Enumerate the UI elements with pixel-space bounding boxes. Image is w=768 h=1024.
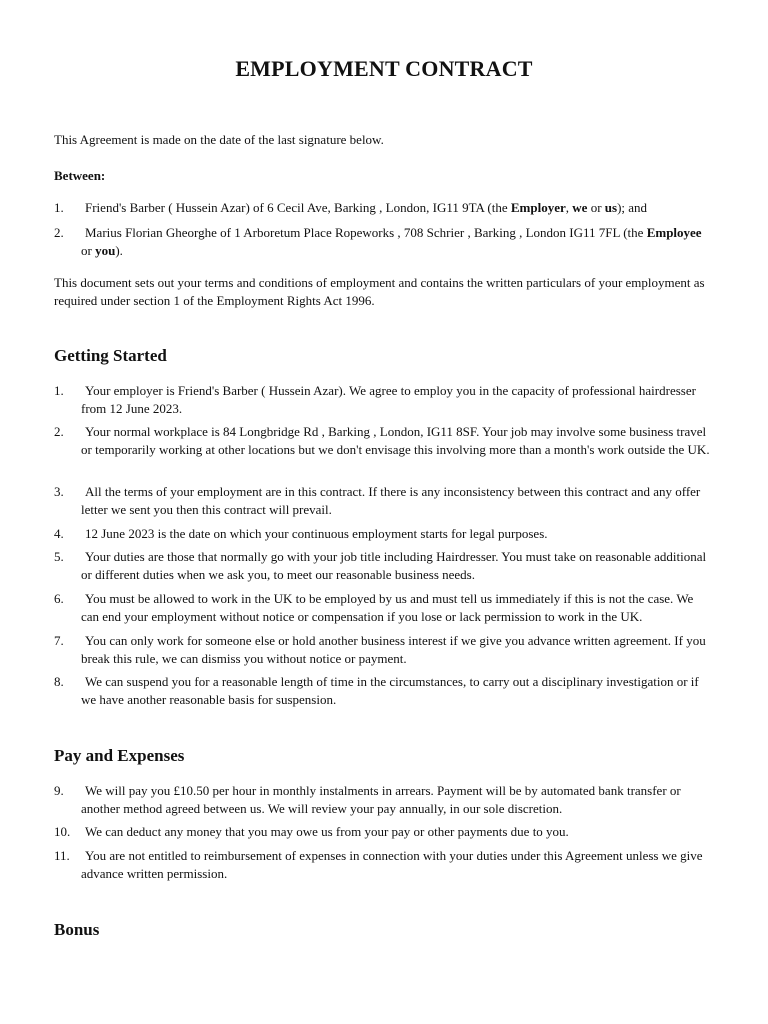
clause-number: 9. (54, 783, 64, 798)
defined-term: us (604, 200, 618, 215)
clause-text: Your duties are those that normally go with your job title including Hairdresser. You must take on reasonable additional or different duties when we ask you, to meet our reasonable business needs. (81, 549, 707, 582)
clause-9 (54, 782, 710, 817)
clause-number: 8. (54, 674, 64, 689)
defined-term: Employee (646, 225, 702, 240)
between-label: Between: (54, 168, 106, 183)
clause-1 (54, 382, 710, 417)
party-connector: or (81, 242, 96, 258)
party-text (81, 224, 710, 259)
party-details: Marius Florian Gheorghe of 1 Arboretum Place Ropeworks , 708 Schrier , Barking , London IG11 7FL (the (85, 225, 647, 240)
clause-number: 3. (54, 484, 64, 499)
defined-term: we (572, 200, 588, 215)
purpose-paragraph: This document sets out your terms and conditions of employment and contains the written particulars of your employment as required under section 1 of the Employment Rights Act 1996. (54, 275, 705, 308)
clause-text: We will pay you £10.50 per hour in monthly instalments in arrears. Payment will be by automated bank transfer or another method agreed between us. We will review your pay annually, in our sole discretion. (81, 783, 681, 816)
party-suffix: ). (115, 242, 123, 258)
party-suffix: ); and (617, 200, 648, 215)
defined-term: you (95, 242, 116, 258)
party-employer (54, 199, 710, 217)
party-details: Friend's Barber ( Hussein Azar) of 6 Cecil Ave, Barking , London, IG11 9TA (the (85, 200, 511, 215)
party-number: 2. (54, 225, 64, 240)
clause-text: You must be allowed to work in the UK to be employed by us and must tell us immediately if this is not the case. We can end your employment without notice or compensation if you lose or lack permission to work in the UK. (81, 591, 694, 624)
section-heading-getting-started: Getting Started (54, 346, 167, 365)
clause-text: Your normal workplace is 84 Longbridge Rd , Barking , London, IG11 8SF. Your job may involve some business travel or temporarily working at other locations but we don't envisage this involving more than a month's work outside the UK. (81, 424, 710, 457)
clause-number: 11. (54, 848, 70, 863)
clause-number: 5. (54, 549, 64, 564)
party-connector: , (565, 200, 573, 215)
party-employee (54, 224, 710, 259)
clause-7 (54, 632, 710, 667)
party-connector: or (587, 200, 605, 215)
clause-11 (54, 847, 710, 882)
document-title: EMPLOYMENT CONTRACT (235, 56, 533, 81)
party-text (81, 199, 710, 217)
section-heading-pay-and-expenses: Pay and Expenses (54, 746, 185, 765)
clause-10 (54, 823, 710, 841)
clause-text: 12 June 2023 is the date on which your continuous employment starts for legal purposes. (85, 526, 548, 541)
clause-text: All the terms of your employment are in this contract. If there is any inconsistency between this contract and any offer letter we sent you then this contract will prevail. (81, 484, 701, 517)
clause-number: 2. (54, 424, 64, 439)
clause-number: 6. (54, 591, 64, 606)
clause-number: 10. (54, 824, 71, 839)
clause-5 (54, 548, 710, 583)
clause-2 (54, 423, 710, 458)
clause-text: You are not entitled to reimbursement of expenses in connection with your duties under this Agreement unless we give advance written permission. (81, 848, 703, 881)
clause-8 (54, 673, 710, 708)
clause-text: We can deduct any money that you may owe us from your pay or other payments due to you. (85, 824, 569, 839)
clause-3 (54, 483, 710, 518)
clause-text: We can suspend you for a reasonable length of time in the circumstances, to carry out a disciplinary investigation or if we have another reasonable basis for suspension. (81, 674, 699, 707)
defined-term: Employer (510, 200, 566, 215)
intro-paragraph: This Agreement is made on the date of the last signature below. (54, 132, 384, 147)
clause-6 (54, 590, 710, 625)
clause-number: 7. (54, 633, 64, 648)
clause-number: 1. (54, 383, 64, 398)
section-heading-bonus: Bonus (54, 920, 100, 939)
clause-text: Your employer is Friend's Barber ( Hussein Azar). We agree to employ you in the capacity of professional hairdresser from 12 June 2023. (81, 383, 696, 416)
clause-4 (54, 525, 710, 543)
clause-number: 4. (54, 526, 64, 541)
party-number: 1. (54, 200, 64, 215)
clause-text: You can only work for someone else or hold another business interest if we give you advance written agreement. If you break this rule, we can dismiss you without notice or payment. (81, 633, 706, 666)
